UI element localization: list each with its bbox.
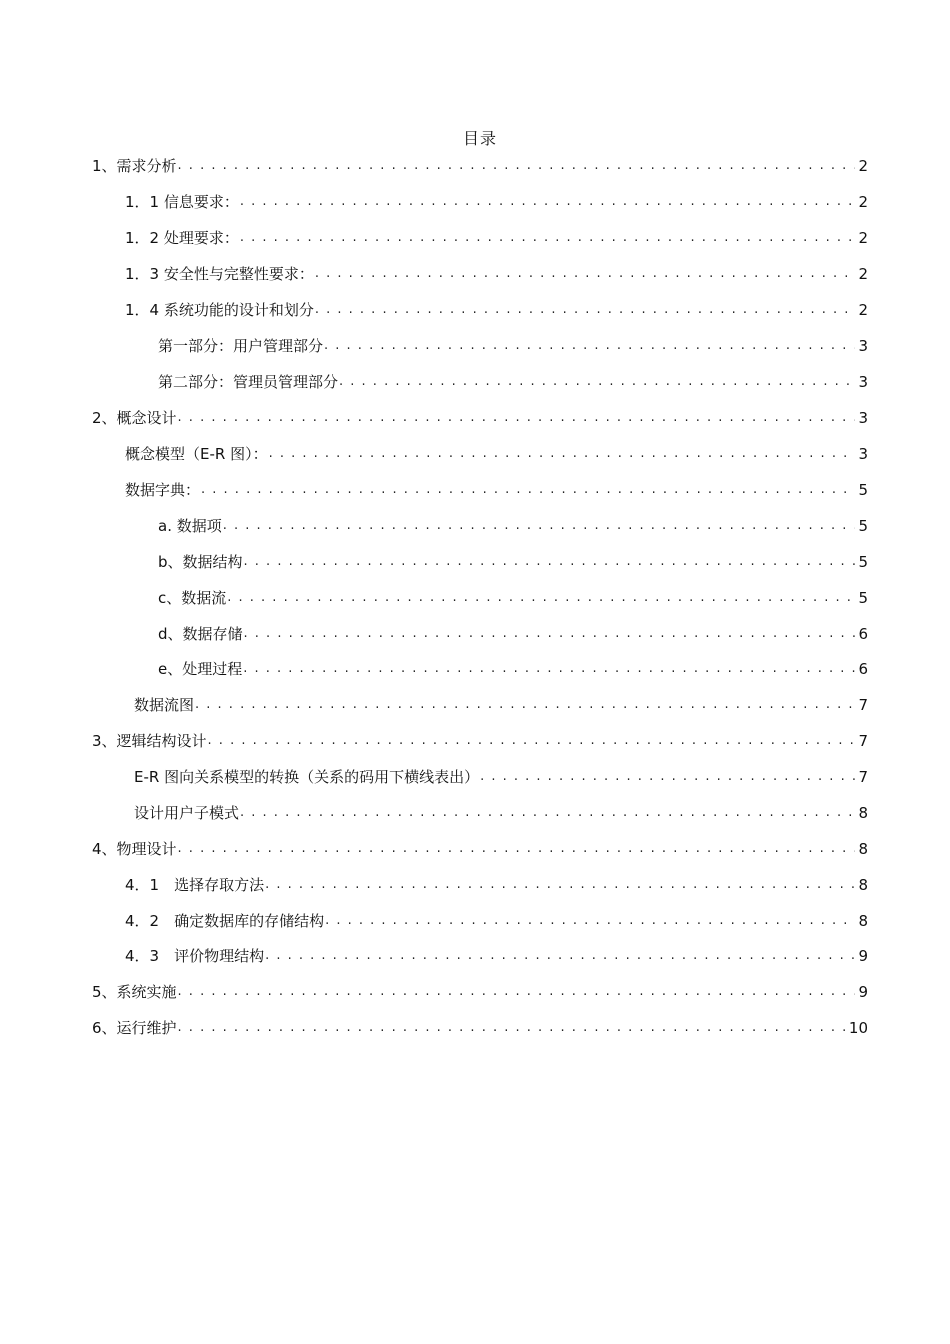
toc-entry-label: c、数据流: [158, 589, 227, 607]
toc-entry[interactable]: [134, 764, 868, 788]
toc-entry[interactable]: [158, 585, 868, 609]
toc-entry[interactable]: [92, 1015, 868, 1039]
toc-entry-label: 2、概念设计: [92, 409, 177, 427]
toc-entry[interactable]: [92, 979, 868, 1003]
toc-entry-page: 6: [858, 625, 868, 643]
toc-entry[interactable]: [92, 836, 868, 860]
toc-entry-page: 10: [848, 1019, 868, 1037]
toc-entry[interactable]: [158, 656, 868, 680]
toc-entry-page: 2: [858, 265, 868, 283]
toc-leader-dots: [240, 802, 855, 824]
toc-entry[interactable]: [125, 261, 868, 285]
toc-entry-page: 7: [858, 732, 868, 750]
toc-entry-label: d、数据存储: [158, 625, 243, 643]
toc-entry-page: 9: [858, 947, 868, 965]
toc-entry-label: 1．1 信息要求：: [125, 193, 239, 211]
toc-entry-page: 3: [858, 337, 868, 355]
toc-leader-dots: [265, 874, 855, 896]
toc-leader-dots: [325, 910, 855, 932]
toc-entry-label: 6、运行维护: [92, 1019, 177, 1037]
toc-entry-label: 概念模型（E-R 图）：: [125, 445, 268, 463]
toc-leader-dots: [178, 838, 856, 860]
toc-entry-page: 6: [858, 660, 868, 678]
toc-entry[interactable]: [125, 943, 868, 967]
toc-entry[interactable]: [158, 333, 868, 357]
toc-leader-dots: [244, 551, 856, 573]
toc-entry-page: 3: [858, 445, 868, 463]
toc-entry[interactable]: [125, 297, 868, 321]
toc-leader-dots: [201, 479, 855, 501]
toc-leader-dots: [178, 407, 856, 429]
toc-entry-page: 2: [858, 157, 868, 175]
toc-entry-page: 8: [858, 876, 868, 894]
toc-leader-dots: [339, 371, 855, 393]
toc-entry-page: 5: [858, 481, 868, 499]
toc-entry-label: 1．4 系统功能的设计和划分: [125, 301, 314, 319]
toc-entry[interactable]: [158, 369, 868, 393]
toc-entry-label: a. 数据项: [158, 517, 222, 535]
toc-entry[interactable]: [158, 549, 868, 573]
toc-entry-label: 设计用户子模式: [134, 804, 240, 822]
toc-entry-label: 4．3 评价物理结构: [125, 947, 265, 965]
toc-leader-dots: [269, 443, 856, 465]
toc-leader-dots: [244, 623, 856, 645]
toc-entry-label: 1．3 安全性与完整性要求：: [125, 265, 314, 283]
toc-entry[interactable]: [92, 405, 868, 429]
toc-entry[interactable]: [134, 800, 868, 824]
toc-entry-label: 1．2 处理要求：: [125, 229, 239, 247]
toc-leader-dots: [265, 945, 855, 967]
toc-entry[interactable]: [158, 513, 868, 537]
toc-entry[interactable]: [125, 477, 868, 501]
toc-leader-dots: [315, 263, 856, 285]
toc-entry-page: 2: [858, 229, 868, 247]
toc-leader-dots: [480, 766, 855, 788]
toc-entry-label: 5、系统实施: [92, 983, 177, 1001]
toc-entry-label: 数据流图: [134, 696, 195, 714]
toc-leader-dots: [223, 515, 856, 537]
toc-entry-page: 7: [858, 768, 868, 786]
toc-leader-dots: [208, 730, 856, 752]
toc-entry-label: e、处理过程: [158, 660, 243, 678]
toc-entry-page: 3: [858, 373, 868, 391]
toc-leader-dots: [324, 335, 855, 357]
toc-entry-label: 第一部分：用户管理部分: [158, 337, 324, 355]
toc-entry-label: 4．2 确定数据库的存储结构: [125, 912, 325, 930]
toc-entry-page: 3: [858, 409, 868, 427]
toc-entry-page: 2: [858, 193, 868, 211]
toc-leader-dots: [195, 694, 855, 716]
toc-leader-dots: [178, 981, 856, 1003]
toc-entry-page: 9: [858, 983, 868, 1001]
toc-entry[interactable]: [158, 621, 868, 645]
toc-entry[interactable]: [125, 189, 868, 213]
toc-entry[interactable]: [92, 728, 868, 752]
toc-entry-page: 8: [858, 804, 868, 822]
toc-entry-label: 1、需求分析: [92, 157, 177, 175]
toc-entry-label: 4．1 选择存取方法: [125, 876, 265, 894]
toc-entry-label: 3、逻辑结构设计: [92, 732, 207, 750]
toc-leader-dots: [178, 155, 856, 177]
toc-leader-dots: [178, 1017, 846, 1039]
toc-leader-dots: [227, 587, 855, 609]
toc-entry-label: 4、物理设计: [92, 840, 177, 858]
toc-entry-label: 数据字典：: [125, 481, 201, 499]
toc-entry[interactable]: [92, 153, 868, 177]
toc-leader-dots: [240, 227, 856, 249]
toc-entry-page: 7: [858, 696, 868, 714]
toc-entry[interactable]: [134, 692, 868, 716]
toc-entry[interactable]: [125, 225, 868, 249]
toc-entry-page: 2: [858, 301, 868, 319]
toc-entry-label: 第二部分：管理员管理部分: [158, 373, 339, 391]
toc-entry[interactable]: [125, 441, 868, 465]
toc-title: 目录: [462, 129, 497, 148]
toc-entry-page: 8: [858, 840, 868, 858]
toc-entry-page: 5: [858, 589, 868, 607]
toc-entry-label: E-R 图向关系模型的转换（关系的码用下横线表出）: [134, 768, 480, 786]
toc-leader-dots: [315, 299, 856, 321]
toc-entry[interactable]: [125, 908, 868, 932]
toc-leader-dots: [243, 658, 855, 680]
toc-leader-dots: [240, 191, 856, 213]
toc-entry-page: 5: [858, 517, 868, 535]
toc-entry[interactable]: [125, 872, 868, 896]
toc-entry-label: b、数据结构: [158, 553, 243, 571]
toc-entry-page: 5: [858, 553, 868, 571]
toc-entry-page: 8: [858, 912, 868, 930]
